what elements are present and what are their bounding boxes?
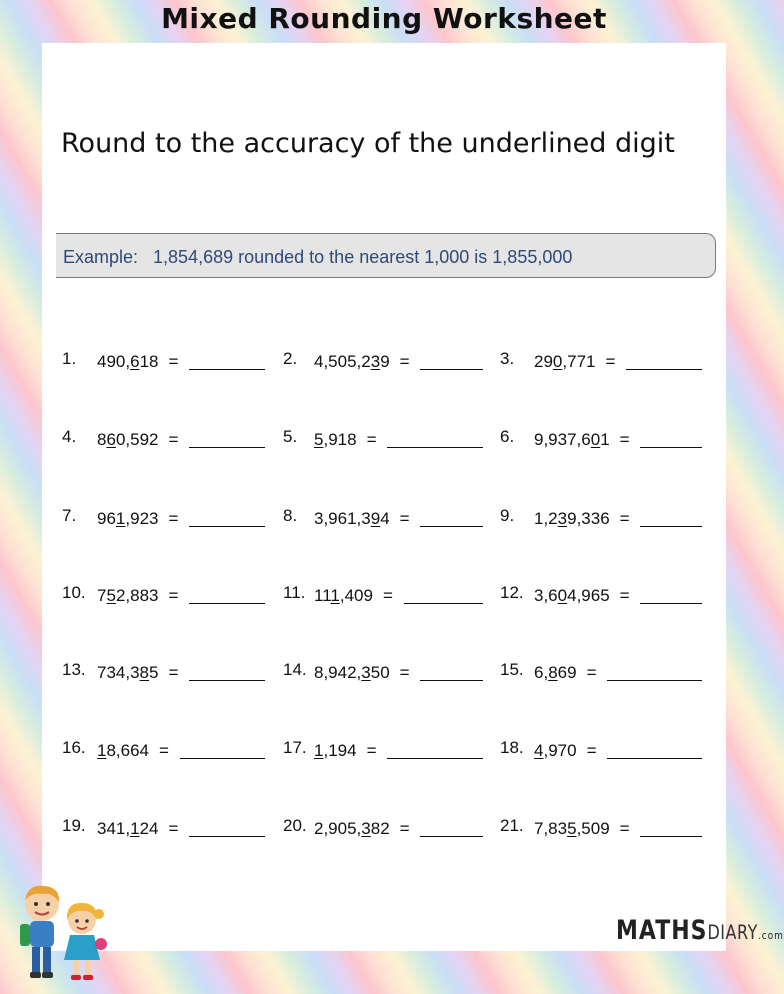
number-before-underline: 7,83 xyxy=(534,819,568,838)
number-before-underline: 4,505,2 xyxy=(314,352,371,371)
problem-number: 9. xyxy=(500,506,515,525)
number-before-underline: 1,2 xyxy=(534,509,558,528)
problem-number: 13. xyxy=(62,660,86,679)
underlined-digit: 0 xyxy=(552,352,563,371)
equals-sign: = xyxy=(159,741,169,760)
underlined-digit: 1 xyxy=(115,509,126,528)
problem-number: 15. xyxy=(500,660,524,679)
answer-blank[interactable] xyxy=(189,680,265,681)
number-before-underline: 734,3 xyxy=(97,663,140,682)
answer-blank[interactable] xyxy=(404,603,483,604)
answer-blank[interactable] xyxy=(420,680,483,681)
problem-expression xyxy=(314,663,410,683)
underlined-digit: 3 xyxy=(557,509,568,528)
number-after-underline: 4 xyxy=(380,509,390,528)
problem-expression xyxy=(534,663,597,683)
answer-blank[interactable] xyxy=(420,836,483,837)
answer-blank[interactable] xyxy=(189,369,265,370)
number-after-underline: 8,664 xyxy=(106,741,150,760)
problem-expression xyxy=(314,586,393,606)
answer-blank[interactable] xyxy=(180,758,265,759)
logo-part1: MATHS xyxy=(616,916,708,946)
problem-number: 7. xyxy=(62,506,77,525)
underlined-digit: 3 xyxy=(361,819,371,838)
number-after-underline: 2,883 xyxy=(115,586,159,605)
problem-expression xyxy=(314,509,410,529)
number-before-underline: 490, xyxy=(97,352,131,371)
number-before-underline: 2,905, xyxy=(314,819,362,838)
underlined-digit: 3 xyxy=(361,663,371,682)
underlined-digit: 1 xyxy=(330,586,340,605)
problem-number: 2. xyxy=(283,349,298,368)
number-after-underline: ,194 xyxy=(323,741,357,760)
number-after-underline: ,509 xyxy=(576,819,610,838)
underlined-digit: 1 xyxy=(314,741,324,760)
answer-blank[interactable] xyxy=(640,603,702,604)
problem-number: 14. xyxy=(283,660,307,679)
number-before-underline: 3,961,3 xyxy=(314,509,371,528)
answer-blank[interactable] xyxy=(640,447,702,448)
answer-blank[interactable] xyxy=(189,603,265,604)
equals-sign: = xyxy=(366,430,377,449)
problem-expression xyxy=(97,430,178,450)
mathsdiary-logo xyxy=(616,916,784,952)
children-illustration xyxy=(8,882,112,986)
problem-expression xyxy=(534,352,615,372)
number-after-underline: ,771 xyxy=(562,352,596,371)
logo-suffix: .com xyxy=(757,930,784,943)
underlined-digit: 6 xyxy=(130,352,140,371)
equals-sign: = xyxy=(168,352,179,371)
problem-expression xyxy=(97,509,178,529)
number-after-underline: 0,592 xyxy=(115,430,159,449)
problem-expression xyxy=(534,509,630,529)
number-after-underline: ,409 xyxy=(339,586,373,605)
problem-number: 18. xyxy=(500,738,524,757)
number-after-underline: 18 xyxy=(139,352,159,371)
equals-sign: = xyxy=(586,741,597,760)
answer-blank[interactable] xyxy=(640,836,702,837)
problem-number: 19. xyxy=(62,816,86,835)
equals-sign: = xyxy=(619,509,630,528)
problem-number: 8. xyxy=(283,506,298,525)
problem-expression xyxy=(97,741,169,761)
problem-number: 21. xyxy=(500,816,524,835)
equals-sign: = xyxy=(168,819,179,838)
underlined-digit: 1 xyxy=(97,741,107,760)
problem-number: 20. xyxy=(283,816,307,835)
number-before-underline: 11 xyxy=(314,586,331,605)
equals-sign: = xyxy=(605,352,616,371)
problem-expression xyxy=(314,819,410,839)
number-after-underline: 9,336 xyxy=(567,509,610,528)
number-after-underline: 1 xyxy=(600,430,610,449)
underlined-digit: 0 xyxy=(590,430,601,449)
equals-sign: = xyxy=(366,741,377,760)
number-before-underline: 3,6 xyxy=(534,586,558,605)
problem-number: 11. xyxy=(283,583,306,602)
number-after-underline: ,970 xyxy=(543,741,577,760)
problem-expression xyxy=(97,352,178,372)
answer-blank[interactable] xyxy=(189,447,265,448)
number-after-underline: 4,965 xyxy=(567,586,610,605)
equals-sign: = xyxy=(399,663,410,682)
problem-expression xyxy=(314,741,377,761)
underlined-digit: 5 xyxy=(314,430,324,449)
number-before-underline: 8,942, xyxy=(314,663,362,682)
problem-expression xyxy=(534,741,597,761)
answer-blank[interactable] xyxy=(387,447,483,448)
example-text: Example: 1,854,689 rounded to the nearest 1,000 is 1,855,000 xyxy=(63,247,573,267)
worksheet-title: Mixed Rounding Worksheet xyxy=(161,2,607,35)
problem-number: 1. xyxy=(62,349,77,368)
number-before-underline: 6, xyxy=(534,663,549,682)
problem-expression xyxy=(534,586,630,606)
equals-sign: = xyxy=(399,819,410,838)
problem-expression xyxy=(534,430,630,450)
number-before-underline: 8 xyxy=(97,430,107,449)
number-after-underline: 82 xyxy=(370,819,390,838)
equals-sign: = xyxy=(168,663,179,682)
underlined-digit: 8 xyxy=(139,663,150,682)
underlined-digit: 5 xyxy=(567,819,577,838)
number-after-underline: ,923 xyxy=(125,509,159,528)
number-after-underline: 24 xyxy=(139,819,159,838)
underlined-digit: 8 xyxy=(548,663,558,682)
underlined-digit: 1 xyxy=(130,819,140,838)
answer-blank[interactable] xyxy=(640,526,702,527)
problem-number: 6. xyxy=(500,427,515,446)
underlined-digit: 9 xyxy=(370,509,381,528)
equals-sign: = xyxy=(619,586,630,605)
problem-expression xyxy=(314,430,377,450)
number-after-underline: 5 xyxy=(149,663,159,682)
problem-expression xyxy=(314,352,410,372)
logo-part2: DIARY xyxy=(707,920,758,944)
problem-number: 10. xyxy=(62,583,86,602)
answer-blank[interactable] xyxy=(626,369,702,370)
underlined-digit: 0 xyxy=(557,586,568,605)
instruction-heading: Round to the accuracy of the underlined digit xyxy=(61,128,675,159)
underlined-digit: 6 xyxy=(106,430,116,449)
worksheet-card xyxy=(42,43,726,951)
problem-expression xyxy=(97,586,178,606)
equals-sign: = xyxy=(382,586,393,605)
number-after-underline: 50 xyxy=(370,663,390,682)
number-before-underline: 7 xyxy=(97,586,107,605)
problem-number: 3. xyxy=(500,349,515,368)
answer-blank[interactable] xyxy=(189,526,265,527)
number-before-underline: 9,937,6 xyxy=(534,430,591,449)
problem-number: 16. xyxy=(62,738,86,757)
example-banner xyxy=(56,233,716,278)
problem-expression xyxy=(97,819,178,839)
number-before-underline: 341, xyxy=(97,819,131,838)
answer-blank[interactable] xyxy=(607,758,702,759)
problem-expression xyxy=(534,819,630,839)
problem-expression xyxy=(97,663,178,683)
number-after-underline: 9 xyxy=(380,352,390,371)
equals-sign: = xyxy=(399,352,410,371)
underlined-digit: 5 xyxy=(106,586,116,605)
problem-number: 12. xyxy=(500,583,524,602)
underlined-digit: 3 xyxy=(370,352,381,371)
answer-blank[interactable] xyxy=(387,758,483,759)
equals-sign: = xyxy=(399,509,410,528)
equals-sign: = xyxy=(586,663,597,682)
problem-number: 5. xyxy=(283,427,298,446)
equals-sign: = xyxy=(619,819,630,838)
number-before-underline: 96 xyxy=(97,509,116,528)
problem-number: 17. xyxy=(283,738,307,757)
problem-number: 4. xyxy=(62,427,77,446)
equals-sign: = xyxy=(168,586,179,605)
answer-blank[interactable] xyxy=(189,836,265,837)
equals-sign: = xyxy=(619,430,630,449)
number-before-underline: 29 xyxy=(534,352,553,371)
answer-blank[interactable] xyxy=(420,369,483,370)
number-after-underline: 69 xyxy=(557,663,577,682)
underlined-digit: 4 xyxy=(534,741,544,760)
equals-sign: = xyxy=(168,430,179,449)
number-after-underline: ,918 xyxy=(323,430,357,449)
equals-sign: = xyxy=(168,509,179,528)
answer-blank[interactable] xyxy=(420,526,483,527)
answer-blank[interactable] xyxy=(607,680,702,681)
